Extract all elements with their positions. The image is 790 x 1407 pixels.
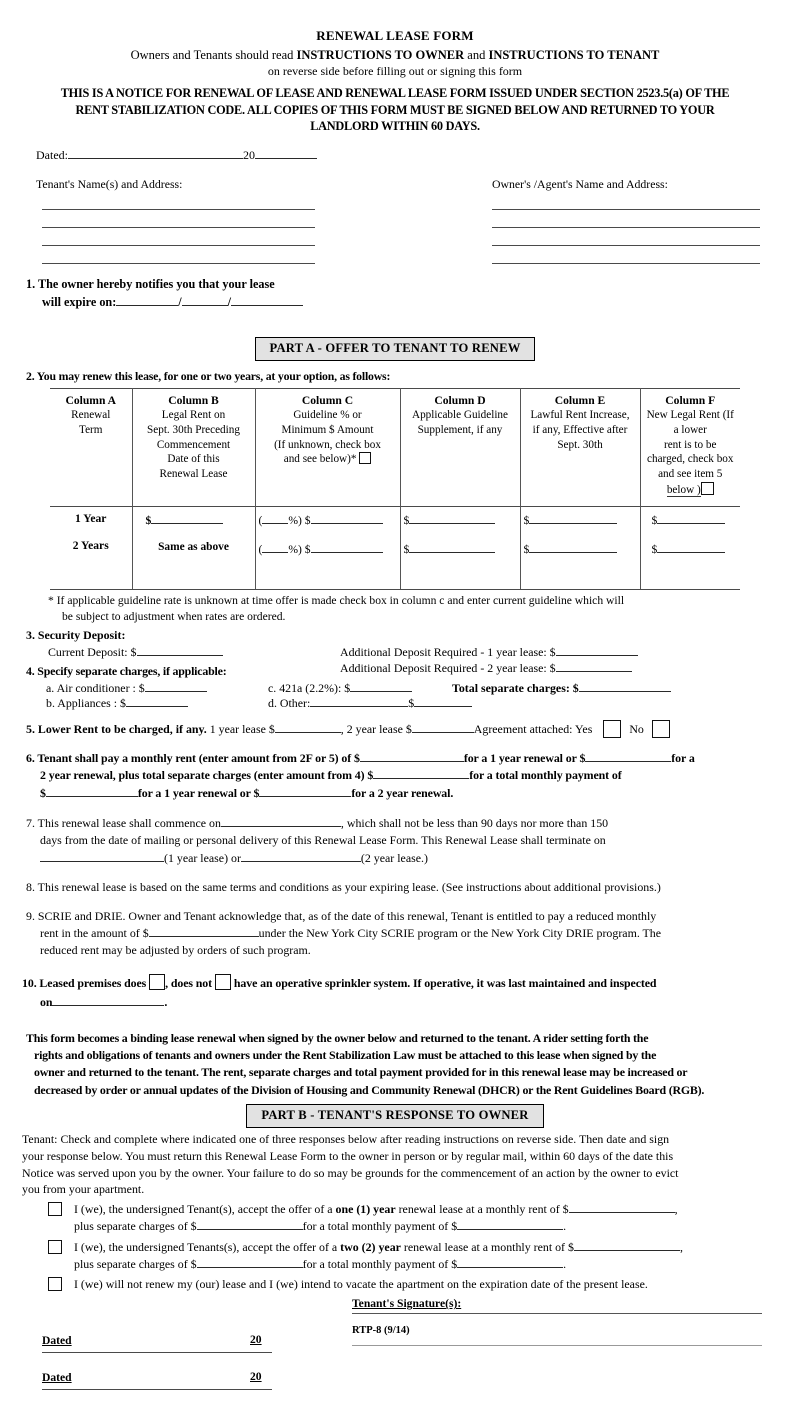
dated-label-1: Dated <box>42 1334 72 1348</box>
column-e-desc-2: if any, Effective after <box>532 423 628 436</box>
instructions-to-owner-label: INSTRUCTIONS TO OWNER <box>296 48 465 62</box>
footnote-line-1: * If applicable guideline rate is unknown at time offer is made check box in column c and enter current guideline which will <box>48 594 625 608</box>
binding-line-3: owner and returned to the tenant. The rent, separate charges and total payment provided for in this renewal lease may be increased or <box>34 1065 688 1080</box>
cell-column-d <box>400 506 520 574</box>
row-2-colc-amt-blank[interactable] <box>311 541 383 553</box>
section-7-commencement <box>0 815 790 867</box>
table-row <box>50 506 740 574</box>
response-option-one-year[interactable]: I (we), the undersigned Tenant(s), accept the offer of a one (1) year renewal lease at a monthly rent of $ , plus separate charges of $ for a total monthly payment of $ . <box>48 1201 790 1235</box>
row-1-colf: $ <box>644 512 738 527</box>
agreement-attached-yes-checkbox[interactable] <box>603 720 621 738</box>
tenant-instr-line-3: Notice was served upon you by the owner. Your failure to do so may be grounds for the commencement of an action by the owner to evict <box>22 1165 679 1180</box>
response-2-line-2: plus separate charges of $ for a total monthly payment of $ . <box>74 1256 567 1271</box>
expire-slash-2: / <box>227 295 232 310</box>
response-option-no-renew[interactable] <box>48 1276 790 1293</box>
column-b-desc-5: Renewal Lease <box>159 468 228 481</box>
response-one-year-checkbox[interactable] <box>48 1202 62 1216</box>
response-no-renew-checkbox[interactable] <box>48 1277 62 1291</box>
charge-appliances-blank[interactable] <box>126 695 188 707</box>
row-2-colc: ( %) $ <box>259 541 397 556</box>
owner-address-line-1[interactable] <box>492 209 760 210</box>
total-separate-charges-label: Total separate charges: $ <box>452 680 579 695</box>
column-c-desc-1: Guideline % or <box>293 409 362 422</box>
binding-line-2: rights and obligations of tenants and owners under the Rent Stabilization Law must be attached to this lease when signed by the <box>34 1048 657 1063</box>
parties-section <box>0 177 790 273</box>
binding-paragraph <box>0 1030 790 1100</box>
column-a-title: Column A <box>65 393 117 407</box>
section-7-line-3: (1 year lease) or (2 year lease.) <box>26 850 790 867</box>
tenant-signature-line[interactable] <box>352 1313 762 1314</box>
sprinkler-date-label: on <box>40 994 53 1009</box>
column-b-header <box>132 388 255 506</box>
section-6-line-3: $ for a 1 year renewal or $ for a 2 year renewal. <box>40 786 454 801</box>
sec7-commence-date-blank[interactable] <box>221 815 341 827</box>
part-b-banner-wrap <box>0 1104 790 1128</box>
sprinkler-does-label: 10. Leased premises does <box>22 975 147 990</box>
column-f-desc-2: a lower <box>673 423 707 436</box>
dated-top-year-prefix: 20 <box>243 147 255 162</box>
column-d-header <box>400 388 520 506</box>
response-1-charges-blank[interactable] <box>197 1218 303 1230</box>
section-2-lead: 2. You may renew this lease, for one or two years, at your option, as follows: <box>26 368 391 383</box>
row-2-cole-blank[interactable] <box>529 541 617 553</box>
renewal-terms-table <box>50 388 740 591</box>
expire-day-blank[interactable] <box>182 294 228 306</box>
part-b-banner: PART B - TENANT'S RESPONSE TO OWNER <box>246 1104 543 1128</box>
header-legal-notice: THIS IS A NOTICE FOR RENEWAL OF LEASE AND RENEWAL LEASE FORM ISSUED UNDER SECTION 2523.5(a) OF THE RENT STABILIZATION CODE. ALL COPIES OF THIS FORM MUST BE SIGNED BELOW AND RETURNED TO YOUR LANDLORD WITHIN 60 DAYS. <box>60 86 730 134</box>
header-line2-mid: and <box>464 48 489 62</box>
lower-rent-2yr-blank[interactable] <box>412 721 474 733</box>
tenant-address-line-1[interactable] <box>42 209 315 210</box>
column-f-title: Column F <box>665 393 716 407</box>
item-1-line-1: 1. The owner hereby notifies you that your lease <box>26 277 275 291</box>
sec7-term-1yr-blank[interactable] <box>40 850 164 862</box>
charge-other-desc-blank[interactable] <box>310 695 408 707</box>
section-5-lower-rent <box>0 720 790 738</box>
page-title: RENEWAL LEASE FORM <box>316 28 474 43</box>
section-2-footnote <box>0 593 790 624</box>
row-2-colb: Same as above <box>158 540 229 553</box>
section-4-separate-charges <box>0 664 790 710</box>
part-a-banner-wrap <box>0 337 790 361</box>
row-1-colc-pct-blank[interactable] <box>262 512 288 524</box>
column-c-title: Column C <box>301 393 354 407</box>
column-e-desc-1: Lawful Rent Increase, <box>530 409 630 422</box>
column-d-desc-1: Applicable Guideline <box>412 409 508 422</box>
owner-name-address-label: Owner's /Agent's Name and Address: <box>492 176 668 191</box>
column-e-title: Column E <box>554 393 606 407</box>
tenant-instr-line-1: Tenant: Check and complete where indicated one of three responses below after reading instructions on reverse side. Then date and sign <box>22 1132 670 1147</box>
column-f-desc-5: and see item 5 <box>658 468 723 481</box>
sec7-term-2yr-blank[interactable] <box>241 850 361 862</box>
cell-column-f <box>640 506 740 574</box>
tenant-name-address-block <box>36 177 326 264</box>
column-c-desc-4: and see below)* <box>283 453 357 466</box>
row-1-cold-blank[interactable] <box>409 512 495 524</box>
item-1-expire-label: will expire on: <box>42 295 117 310</box>
part-a-banner: PART A - OFFER TO TENANT TO RENEW <box>255 337 536 361</box>
column-f-desc-6-row <box>644 482 738 498</box>
response-2-rent-blank[interactable] <box>574 1239 680 1251</box>
tenant-signature-label: Tenant's Signature(s): <box>352 1297 462 1311</box>
section-9-line-1: 9. SCRIE and DRIE. Owner and Tenant acknowledge that, as of the date of this renewal, Tenant is entitled to pay a reduced monthly <box>26 908 657 923</box>
section-3-title: 3. Security Deposit: <box>26 627 126 642</box>
column-b-title: Column B <box>168 393 219 407</box>
response-2-total-blank[interactable] <box>457 1256 563 1268</box>
column-f-desc-3: rent is to be <box>663 438 717 451</box>
charge-appliances-row <box>46 695 188 711</box>
sprinkler-date-blank[interactable] <box>52 994 164 1006</box>
table-footer-row <box>50 574 740 590</box>
charge-other-dollar: $ <box>408 695 415 710</box>
column-d-desc-2: Supplement, if any <box>417 423 503 436</box>
column-c-desc-2: Minimum $ Amount <box>281 423 374 436</box>
tenant-address-line-3[interactable] <box>42 245 315 246</box>
header-line2-pre: Owners and Tenants should read <box>130 48 297 62</box>
column-f-header <box>640 388 740 506</box>
sec6-separate-charges-blank[interactable] <box>373 767 469 779</box>
response-1-rent-blank[interactable] <box>569 1201 675 1213</box>
sec6-total-1yr-blank[interactable] <box>46 785 138 797</box>
sprinkler-does-not-checkbox[interactable] <box>215 974 231 990</box>
column-d-title: Column D <box>434 393 486 407</box>
column-a-desc-1: Renewal <box>71 409 111 422</box>
dated-top-year-blank[interactable] <box>255 147 317 159</box>
sprinkler-does-checkbox[interactable] <box>149 974 165 990</box>
agreement-attached-no-checkbox[interactable] <box>652 720 670 738</box>
row-1-cole: $ <box>524 512 637 527</box>
tenant-instructions <box>0 1131 790 1198</box>
row-2-colc-pct-blank[interactable] <box>262 541 288 553</box>
renewal-lease-form-page <box>0 28 790 1385</box>
tenant-instr-line-2: your response below. You must return this Renewal Lease Form to the owner in person or by regular mail, within 60 days of the date this <box>22 1148 674 1163</box>
row-1-colf-blank[interactable] <box>657 512 725 524</box>
lower-rent-1yr-label: 1 year lease $ <box>206 721 275 736</box>
response-1-text-a: I (we), the undersigned Tenant(s), accept the offer of a <box>74 1201 336 1216</box>
tenant-address-line-2[interactable] <box>42 227 315 228</box>
additional-deposit-2yr-label: Additional Deposit Required - 2 year lease: $ <box>340 661 556 676</box>
section-6-line-1: 6. Tenant shall pay a monthly rent (enter amount from 2F or 5) of $ for a 1 year renewal or $ for a <box>26 750 695 765</box>
cell-column-c <box>255 506 400 574</box>
section-10-line-1 <box>22 974 790 993</box>
charge-421a-label: c. 421a (2.2%): $ <box>268 680 351 695</box>
dated-year-2: 20 <box>250 1370 262 1384</box>
column-f-desc-6: below ) <box>666 483 701 496</box>
charge-other-amount-blank[interactable] <box>414 695 472 707</box>
form-code-label: RTP-8 (9/14) <box>352 1325 410 1337</box>
section-10-sprinkler <box>0 974 790 1012</box>
section-6-monthly-rent <box>0 750 790 804</box>
section-9-scrie-drie <box>0 908 790 960</box>
lower-rent-checkbox[interactable] <box>701 482 714 495</box>
section-8-terms: 8. This renewal lease is based on the same terms and conditions as your expiring lease. (See instructions about additional provisions.) <box>26 879 661 894</box>
dated-block-2 <box>42 1370 262 1385</box>
response-option-two-year[interactable]: I (we), the undersigned Tenants(s), accept the offer of a two (2) year renewal lease at a monthly rent of $ , plus separate charges of $ for a total monthly payment of $ . <box>48 1239 790 1273</box>
row-2-colf: $ <box>644 541 738 556</box>
footnote-line-2: be subject to adjustment when rates are ordered. <box>62 609 286 623</box>
owner-address-line-3[interactable] <box>492 245 760 246</box>
total-separate-charges-row <box>452 680 671 696</box>
lower-rent-1yr-blank[interactable] <box>275 721 341 733</box>
response-two-year-checkbox[interactable] <box>48 1240 62 1254</box>
charge-other-label: d. Other: <box>268 695 311 710</box>
sprinkler-does-not-label: , does not <box>165 975 212 990</box>
tenant-instr-line-4: you from your apartment. <box>22 1182 145 1197</box>
instructions-to-tenant-label: INSTRUCTIONS TO TENANT <box>488 48 660 62</box>
column-e-header <box>520 388 640 506</box>
column-a-header <box>50 388 132 506</box>
sec6-1yr-rent-blank[interactable] <box>360 750 464 762</box>
column-f-desc-4: charged, check box <box>647 453 734 466</box>
response-2-text-a: I (we), the undersigned Tenants(s), accept the offer of a <box>74 1239 341 1254</box>
dated-label-2: Dated <box>42 1371 72 1385</box>
signature-zone <box>0 1297 790 1407</box>
response-1-line-2: plus separate charges of $ for a total monthly payment of $ . <box>74 1218 567 1233</box>
owner-address-line-2[interactable] <box>492 227 760 228</box>
column-b-desc-1: Legal Rent on <box>161 409 226 422</box>
row-2-cole: $ <box>524 541 637 556</box>
section-7-line-1: 7. This renewal lease shall commence on , which shall not be less than 90 days nor more than 150 <box>26 816 609 831</box>
footer-cell-a <box>50 574 132 590</box>
response-2-term-bold: two (2) year <box>340 1239 401 1254</box>
expire-month-blank[interactable] <box>116 294 178 306</box>
section-5-title: 5. Lower Rent to be charged, if any. <box>26 721 207 736</box>
charge-421a-blank[interactable] <box>350 680 412 692</box>
section-4-title: 4. Specify separate charges, if applicable: <box>26 663 227 678</box>
sec9-reduced-rent-blank[interactable] <box>149 925 259 937</box>
row-1-colb-blank[interactable] <box>151 512 223 524</box>
binding-line-4: decreased by order or annual updates of the Division of Housing and Community Renewal (DHCR) or the Rent Guidelines Board (RGB). <box>34 1082 705 1097</box>
row-2-cold-blank[interactable] <box>409 541 495 553</box>
row-1-term: 1 Year <box>75 511 107 525</box>
item-1-line-2 <box>26 293 303 311</box>
dated-top-label: Dated: <box>36 147 68 162</box>
row-2-term: 2 Years <box>72 538 109 552</box>
tenant-address-line-4[interactable] <box>42 263 315 264</box>
sec6-2yr-rent-blank[interactable] <box>585 750 671 762</box>
table-header-row <box>50 388 740 506</box>
response-1-term-bold: one (1) year <box>335 1201 396 1216</box>
row-1-cold: $ <box>404 512 517 527</box>
column-b-desc-2: Sept. 30th Preceding <box>147 423 240 436</box>
column-c-header <box>255 388 400 506</box>
charge-air-conditioner-blank[interactable] <box>145 680 207 692</box>
form-code-rule <box>352 1345 762 1346</box>
expire-year-blank[interactable] <box>231 294 303 306</box>
owner-name-address-block <box>492 177 764 264</box>
column-c-desc-3: (If unknown, check box <box>274 438 381 451</box>
total-separate-charges-blank[interactable] <box>579 680 671 692</box>
cell-column-b <box>132 506 255 574</box>
charge-air-conditioner-row <box>46 680 207 696</box>
tenant-name-address-label: Tenant's Name(s) and Address: <box>36 176 183 191</box>
section-6-line-2: 2 year renewal, plus total separate charges (enter amount from 4) $ for a total monthly payment of <box>40 768 622 783</box>
dated-year-1: 20 <box>250 1333 262 1347</box>
additional-deposit-1yr-label: Additional Deposit Required - 1 year lease: $ <box>340 644 556 659</box>
agreement-attached-label: Agreement attached: Yes <box>473 721 593 736</box>
owner-address-line-4[interactable] <box>492 263 760 264</box>
charge-air-conditioner-label: a. Air conditioner : $ <box>46 680 145 695</box>
guideline-unknown-checkbox[interactable] <box>359 452 371 464</box>
column-c-desc-4-row <box>259 452 397 467</box>
current-deposit-label: Current Deposit: $ <box>48 644 137 659</box>
section-10-line-2: on . <box>40 994 168 1009</box>
response-1-total-blank[interactable] <box>457 1218 563 1230</box>
dated-top-row <box>0 147 790 163</box>
row-1-colb: $ <box>136 512 252 527</box>
dated-block-1 <box>42 1333 262 1348</box>
item-1-lease-expiration <box>26 275 303 312</box>
sec6-total-2yr-blank[interactable] <box>259 785 351 797</box>
section-7-line-2: days from the date of mailing or personal delivery of this Renewal Lease Form. This Renewal Lease shall terminate on <box>40 833 606 848</box>
agreement-attached-no-label: No <box>629 721 644 736</box>
header-reverse-side-note: on reverse side before filling out or signing this form <box>267 64 523 78</box>
additional-deposit-1yr-row <box>340 644 638 661</box>
column-b-desc-3: Commencement <box>156 438 231 451</box>
header-instructions-line <box>0 48 790 63</box>
document-header <box>0 28 790 135</box>
dated-line-1[interactable] <box>42 1352 272 1353</box>
column-f-desc-1: New Legal Rent (If <box>646 409 734 422</box>
cell-column-e <box>520 506 640 574</box>
footer-cell-c <box>255 574 400 590</box>
column-e-desc-3: Sept. 30th <box>557 438 603 451</box>
response-2-text-c: renewal lease at a monthly rent of $ <box>400 1239 574 1254</box>
charge-other-row <box>268 695 472 711</box>
section-9-line-3: reduced rent may be adjusted by orders of such program. <box>40 943 311 958</box>
footer-cell-f <box>640 574 740 590</box>
response-2-charges-blank[interactable] <box>197 1256 303 1268</box>
row-1-colc-amt-blank[interactable] <box>311 512 383 524</box>
lower-rent-2yr-label: , 2 year lease $ <box>340 721 412 736</box>
expire-slash-1: / <box>178 295 182 310</box>
cell-term <box>50 506 132 574</box>
footer-cell-d <box>400 574 520 590</box>
current-deposit-blank[interactable] <box>137 644 223 656</box>
additional-deposit-1yr-blank[interactable] <box>556 644 638 656</box>
column-b-desc-4: Date of this <box>167 453 220 466</box>
section-9-line-2: rent in the amount of $ under the New York City SCRIE program or the New York City DRIE program. The <box>40 926 662 941</box>
response-3-text: I (we) will not renew my (our) lease and I (we) intend to vacate the apartment on the expiration date of the present lease. <box>74 1277 648 1292</box>
charge-421a-row <box>268 680 412 696</box>
sprinkler-text: have an operative sprinkler system. If operative, it was last maintained and inspected <box>233 975 657 990</box>
row-1-colc: ( %) $ <box>259 512 397 527</box>
charge-appliances-label: b. Appliances : $ <box>46 695 126 710</box>
row-1-cole-blank[interactable] <box>529 512 617 524</box>
column-a-desc-2: Term <box>79 423 103 436</box>
response-1-text-c: renewal lease at a monthly rent of $ <box>395 1201 569 1216</box>
footer-cell-b <box>132 574 255 590</box>
binding-line-1: This form becomes a binding lease renewal when signed by the owner below and returned to the tenant. A rider setting forth the <box>26 1030 649 1045</box>
dated-top-blank[interactable] <box>68 147 243 159</box>
footer-cell-e <box>520 574 640 590</box>
row-2-cold: $ <box>404 541 517 556</box>
tenant-responses <box>0 1201 790 1294</box>
row-2-colf-blank[interactable] <box>657 541 725 553</box>
dated-line-2[interactable] <box>42 1389 272 1390</box>
